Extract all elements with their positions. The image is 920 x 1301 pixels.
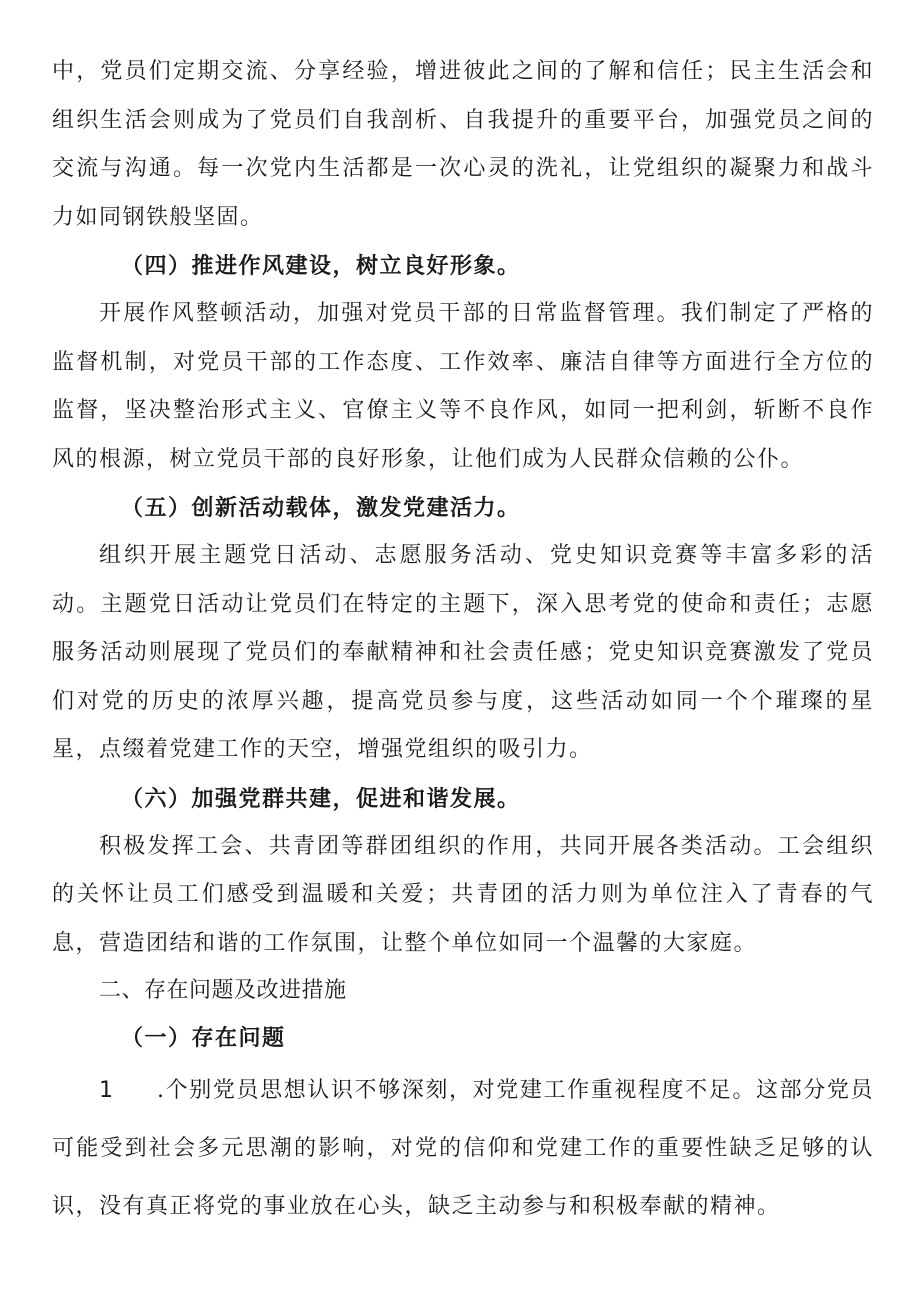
paragraph-section-5: 组织开展主题党日活动、志愿服务活动、党史知识竞赛等丰富多彩的活动。主题党日活动让党员们在特定的主题下，深入思考党的使命和责任；志愿服务活动则展现了党员们的奉献精神和社会责任感；党史知识竞赛激发了党员们对党的历史的浓厚兴趣，提高党员参与度，这些活动如同一个个璀璨的星星，点缀着党建工作的天空，增强党组织的吸引力。: [52, 543, 874, 762]
item-text: .个别党员思想认识不够深刻，对党建工作重视程度不足。这部分党员可能受到社会多元思潮的影响，对党的信仰和党建工作的重要性缺乏足够的认识，没有真正将党的事业放在心头，缺乏主动参与和积极奉献的精神。: [52, 1078, 874, 1219]
heading-existing-problems: （一）存在问题: [121, 1025, 286, 1051]
numbered-item-1: [52, 1062, 874, 1236]
heading-section-5: （五）创新活动载体，激发党建活力。: [121, 495, 521, 521]
heading-part-2: 二、存在问题及改进措施: [99, 978, 347, 1003]
heading-section-6: （六）加强党群共建，促进和谐发展。: [121, 785, 521, 812]
heading-section-4: （四）推进作风建设，树立良好形象。: [121, 253, 521, 279]
paragraph-section-6: 积极发挥工会、共青团等群团组织的作用，共同开展各类活动。工会组织的关怀让员工们感受到温暖和关爱；共青团的活力则为单位注入了青春的气息，营造团结和谐的工作氛围，让整个单位如同一个温馨的大家庭。: [52, 833, 874, 956]
paragraph-section-4: 开展作风整顿活动，加强对党员干部的日常监督管理。我们制定了严格的监督机制，对党员干部的工作态度、工作效率、廉洁自律等方面进行全方位的监督，坚决整治形式主义、官僚主义等不良作风，如同一把利剑，斩断不良作风的根源，树立党员干部的良好形象，让他们成为人民群众信赖的公仆。: [52, 301, 874, 472]
item-number: 1: [99, 1078, 115, 1103]
document-page: [52, 48, 874, 1236]
paragraph-continued: 中，党员们定期交流、分享经验，增进彼此之间的了解和信任；民主生活会和组织生活会则成为了党员们自我剖析、自我提升的重要平台，加强党员之间的交流与沟通。每一次党内生活都是一次心灵的洗礼，让党组织的凝聚力和战斗力如同钢铁般坚固。: [52, 59, 874, 230]
